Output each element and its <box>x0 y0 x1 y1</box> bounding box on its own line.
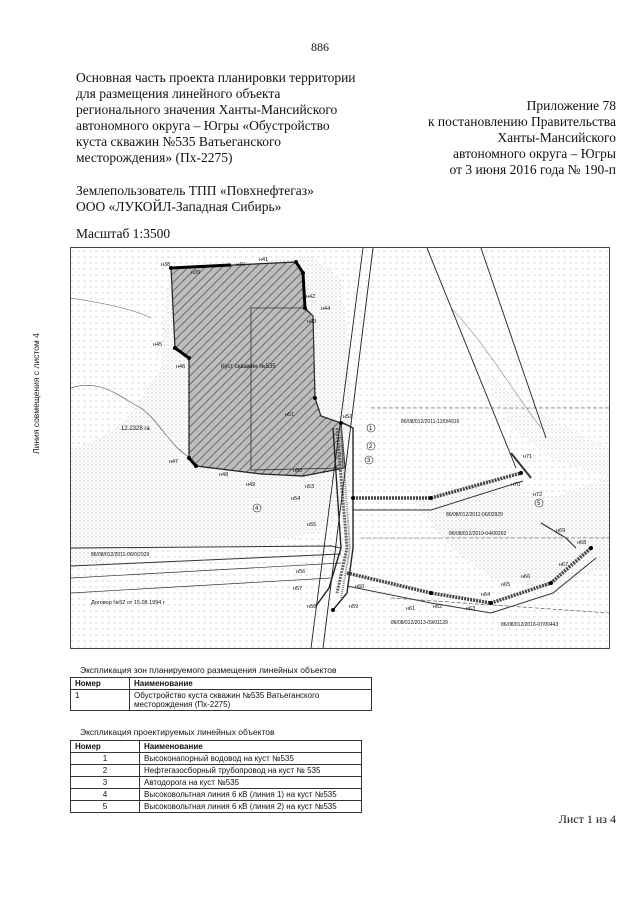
column-header: Наименование <box>140 741 362 753</box>
point-label: н38 <box>161 262 171 268</box>
pad-label: Куст скважин №535 <box>221 364 276 370</box>
point-label: н63 <box>466 606 476 612</box>
point-label: н58 <box>307 604 317 610</box>
sheet-number: Лист 1 из 4 <box>558 812 616 826</box>
title-line: месторождения» (Пх-2275) <box>76 150 233 165</box>
cadastral-label: 86/08/012/2016-07/00443 <box>501 622 559 628</box>
point-label: н56 <box>296 569 306 575</box>
cadastral-label: 86/08/012/2011-06/02929 <box>446 512 503 518</box>
cadastral-label: 86/08/012/2011-12/0/4916 <box>401 419 460 425</box>
point-label: н64 <box>481 592 491 598</box>
point-label: н46 <box>176 364 186 370</box>
point-label: н47 <box>169 459 179 465</box>
point-label: н52 <box>343 414 353 420</box>
row-name: Высоковольтная линия 6 кВ (линия 2) на куст №535 <box>140 801 362 813</box>
appendix-header <box>356 98 616 178</box>
point-label: н66 <box>521 574 531 580</box>
table-row <box>71 777 362 789</box>
cadastral-label: 86/08/012/2010-04/00262 <box>449 531 507 537</box>
point-label: н72 <box>533 492 543 498</box>
row-name: Нефтегазосборный трубопровод на куст № 535 <box>140 765 362 777</box>
point-label: н71 <box>523 454 533 460</box>
map-scale: Масштаб 1:3500 <box>76 226 171 241</box>
point-label: н50 <box>293 468 303 474</box>
point-label: н51 <box>285 412 295 418</box>
map-drawing <box>71 248 609 648</box>
project-title <box>76 70 376 166</box>
point-label: н61 <box>406 606 416 612</box>
title-line: куста скважин №535 Ватьеганского <box>76 134 281 149</box>
table-header-row <box>71 678 372 690</box>
table-row <box>71 690 372 711</box>
appendix-line: Приложение 78 <box>526 98 616 113</box>
owner-line: ООО «ЛУКОЙЛ-Западная Сибирь» <box>76 199 282 214</box>
point-label: н57 <box>293 586 303 592</box>
point-label: н39 <box>191 270 201 276</box>
point-label: н45 <box>153 342 163 348</box>
row-name: Высоковольтная линия 6 кВ (линия 1) на куст №535 <box>140 789 362 801</box>
appendix-line: автономного округа – Югры <box>453 146 616 161</box>
point-label: н42 <box>306 294 316 300</box>
appendix-line: к постановлению Правительства <box>427 114 616 129</box>
contract-label: Договор №52 от 15.08.1994 г <box>91 600 165 606</box>
point-label: н70 <box>511 482 521 488</box>
row-number: 5 <box>71 801 140 813</box>
point-label: н68 <box>577 540 587 546</box>
object-number: 4 <box>255 506 259 512</box>
page-number: 886 <box>311 40 329 54</box>
object-number: 5 <box>537 501 541 507</box>
point-label: н67 <box>559 562 569 568</box>
column-header: Номер <box>71 678 130 690</box>
column-header: Номер <box>71 741 140 753</box>
row-name: Обустройство куста скважин №535 Ватьеганского месторождения (Пх-2275) <box>130 690 372 711</box>
planning-map <box>70 247 610 649</box>
title-line: для размещения линейного объекта <box>76 86 281 101</box>
point-label: н54 <box>291 496 301 502</box>
linear-objects-table <box>70 740 362 813</box>
table-row <box>71 789 362 801</box>
row-number: 3 <box>71 777 140 789</box>
owner-line: Землепользователь ТПП «Повхнефтегаз» <box>76 183 314 198</box>
appendix-line: Ханты-Мансийского <box>497 130 616 145</box>
planning-zones-table <box>70 677 372 711</box>
point-label: н65 <box>501 582 511 588</box>
point-label: н69 <box>556 528 566 534</box>
row-name: Высоконапорный водовод на куст №535 <box>140 753 362 765</box>
row-number: 4 <box>71 789 140 801</box>
point-label: н59 <box>349 604 359 610</box>
title-line: автономного округа – Югры «Обустройство <box>76 118 330 133</box>
point-label: н53 <box>305 484 315 490</box>
table-row <box>71 765 362 777</box>
object-number: 1 <box>369 426 373 432</box>
row-number: 2 <box>71 765 140 777</box>
row-number: 1 <box>71 753 140 765</box>
row-name: Автодорога на куст №535 <box>140 777 362 789</box>
side-alignment-label: Линия совмещения с листом 4 <box>31 333 41 454</box>
title-line: регионального значения Ханты-Мансийского <box>76 102 338 117</box>
point-label: н62 <box>433 604 443 610</box>
point-label: н40 <box>236 262 246 268</box>
object-number: 3 <box>367 458 371 464</box>
row-number: 1 <box>71 690 130 711</box>
title-line: Основная часть проекта планировки территории <box>76 70 356 85</box>
point-label: н44 <box>321 306 331 312</box>
cadastral-label: 86/08/012/2013-09/01129 <box>391 620 448 626</box>
table-row <box>71 753 362 765</box>
point-label: н41 <box>259 257 269 263</box>
object-number: 2 <box>369 444 373 450</box>
cadastral-label: 86/08/012/2011-06/0/2929 <box>91 552 150 558</box>
land-user <box>76 183 314 215</box>
point-label: н55 <box>307 522 317 528</box>
appendix-line: от 3 июня 2016 года № 190-п <box>449 162 616 177</box>
table2-caption: Экспликация проектируемых линейных объектов <box>80 727 275 737</box>
point-label: н48 <box>219 472 229 478</box>
table1-caption: Экспликация зон планируемого размещения линейных объектов <box>80 665 337 675</box>
area-label: 12.2328 га <box>121 426 150 432</box>
point-label: н43 <box>307 319 317 325</box>
table-row <box>71 801 362 813</box>
point-label: н49 <box>246 482 256 488</box>
column-header: Наименование <box>130 678 372 690</box>
table-header-row <box>71 741 362 753</box>
point-label: н60 <box>355 584 365 590</box>
